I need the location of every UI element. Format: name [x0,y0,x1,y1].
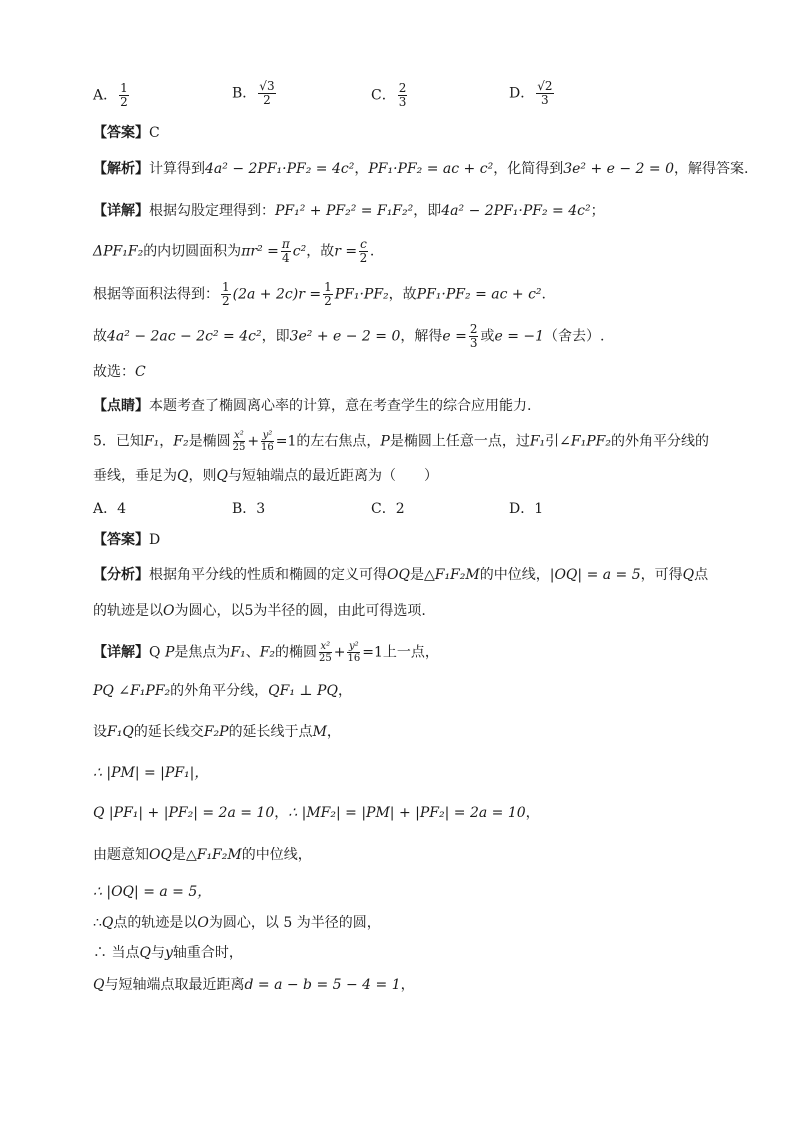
formula: OQ [387,567,410,583]
text: 为半径的圆，由此可得选项. [253,603,426,619]
den: 2 [222,294,230,308]
text: 是椭圆上任意一点，过 [389,433,530,450]
formula: F₁ [529,433,546,450]
answer-value: C [149,125,160,141]
formula: △F₁F₂M [185,847,242,863]
q5-option-d: D．1 [509,501,544,517]
text: 的内切圆面积为 [143,243,242,260]
fraction [359,238,368,265]
formula: Q [177,468,189,484]
option-b-label: B． [232,85,257,102]
text: ，解得答案. [674,161,749,177]
fraction [261,430,274,453]
formula: Q [93,977,105,993]
text: 引 [545,433,560,450]
formula: ∠F₁PF₂ [559,433,611,450]
den: 2 [324,294,332,308]
option-c-den: 3 [398,95,407,109]
text: 根据勾股定理得到： [149,203,275,219]
detail-tag: 【详解】 [93,644,149,661]
formula: P [164,644,175,661]
num: 2 [469,322,478,336]
text: + [333,644,346,661]
text: ， [354,161,369,177]
den: 2 [359,251,368,265]
text: ，则 [188,468,217,484]
text: 为圆心，以 5 为半径的圆， [208,915,381,931]
fraction [221,281,231,308]
formula: ∴ |PM| = |PF₁|， [93,765,209,781]
comment-tag: 【点睛】 [93,398,149,414]
formula: P [380,433,390,450]
formula: Q [682,567,695,583]
answer-value: D [149,532,161,548]
formula: Q [216,468,228,484]
option-b-num: √3 [259,79,275,93]
text: 计算得到 [149,161,205,177]
text: ，即 [261,328,290,345]
text: 故 [93,328,107,345]
text: Q [149,644,161,661]
text: 是 [409,567,424,583]
q5-analysis-line1 [93,565,708,585]
den: 3 [469,336,478,350]
option-d [509,80,556,107]
q4-choose [93,362,146,382]
q4-solve [93,323,605,350]
text: 与短轴端点取最近距离 [104,977,245,993]
q5-stem-line2 [93,466,438,486]
formula: O [197,915,209,931]
text: 或 [480,328,495,345]
q4-analysis [93,159,748,179]
answer-letter: C [135,364,146,380]
option-b [232,80,278,107]
q4-area [93,281,546,308]
option-d-fraction [536,80,553,107]
num: c [360,237,367,251]
analysis-tag: 【分析】 [93,567,149,583]
text: 5．已知 [93,433,144,450]
formula: F₂ [259,644,276,661]
text: 上一点， [382,644,439,661]
answer-tag: 【答案】 [93,125,149,141]
detail-tag: 【详解】 [93,203,149,219]
formula: |OQ| = a = 5 [549,567,641,583]
text: 与短轴端点的最近距离为（ ） [227,468,438,484]
q5-option-a: A．4 [93,501,127,517]
text: ，即 [413,203,442,219]
formula: y [164,945,173,961]
num: x² [234,430,244,441]
formula: F₂P [203,724,229,740]
text: ， [337,683,352,699]
text: ， [326,724,341,740]
q4-answer [93,123,160,143]
text: 的中位线， [241,847,312,863]
formula: Q [101,915,114,931]
q4-detail [93,201,605,221]
q5-detail-line6 [93,845,312,865]
q5-detail-line5 [93,803,540,823]
text: 与 [150,945,165,961]
text: ， [400,977,415,993]
formula: PF₁·PF₂ = ac + c² [416,286,542,303]
text: 设 [93,724,107,740]
text: ， [525,805,540,821]
num: 1 [324,280,332,294]
fraction [347,641,360,664]
formula: e = [442,328,467,345]
num: 1 [222,280,230,294]
option-c-fraction [398,82,408,109]
text: ，化简得到 [493,161,564,177]
text: （舍去）. [544,328,605,345]
answer-tag: 【答案】 [93,532,149,548]
q5-analysis-line2 [93,601,426,621]
option-c-num: 2 [398,81,407,95]
formula: F₁ [230,644,246,661]
text: 由题意知 [93,847,149,863]
formula: OQ [149,847,172,863]
formula: (2a + 2c)r = [232,286,322,303]
den: 25 [232,442,246,453]
text: 是焦点为 [174,644,231,661]
text: 5 [244,603,254,619]
fraction [233,430,246,453]
text: ，解得 [400,328,443,345]
text: =1 [362,644,383,661]
formula: F₁ [143,433,160,450]
text: ，可得 [640,567,683,583]
text: ； [590,203,605,219]
q5-stem-line1 [93,430,709,453]
formula: PF₁·PF₂ [334,286,389,303]
text: 的延长线交 [133,724,204,740]
formula: ∴ |MF₂| = |PM| + |PF₂| = 2a = 10 [288,805,526,821]
formula: △F₁F₂M [423,567,480,583]
formula: c² [292,243,307,260]
text: 的左右焦点， [296,433,381,450]
formula: r = [334,243,358,260]
option-c [371,82,409,109]
option-d-num: √2 [537,79,553,93]
q5-detail-line9 [93,943,243,963]
text: 根据等面积法得到： [93,286,219,303]
text: ，故 [388,286,417,303]
fraction [281,238,291,265]
formula: 4a² − 2PF₁·PF₂ = 4c² [441,203,591,219]
text: ， [159,433,174,450]
q5-detail-line7 [93,882,211,902]
text: ∴ [93,915,102,931]
formula: PF₁² + PF₂² = F₁F₂² [275,203,414,219]
num: y² [349,641,359,652]
option-d-label: D． [509,85,535,102]
den: 25 [319,653,332,664]
q5-detail-line4 [93,763,208,783]
den: 16 [347,653,361,664]
q4-comment [93,396,531,416]
formula: PF₁·PF₂ = ac + c² [368,161,494,177]
q5-answer [93,530,160,550]
analysis-tag: 【解析】 [93,161,149,177]
num: y² [262,430,273,441]
text: 垂线，垂足为 [93,468,177,484]
text: ，故 [306,243,335,260]
fraction [469,323,479,350]
formula: ΔPF₁F₂ [93,243,144,260]
text: =1 [275,433,297,450]
formula: Q |PF₁| + |PF₂| = 2a = 10 [93,805,275,821]
formula: PQ ∠F₁PF₂ [93,683,171,699]
text: 的外角平分线， [170,683,269,699]
option-a-den: 2 [120,95,128,109]
formula: e = −1 [494,328,545,345]
text: 的中位线， [479,567,550,583]
text: 的椭圆 [275,644,318,661]
fraction [323,281,333,308]
formula: 3e² + e − 2 = 0 [563,161,674,177]
text: ∴ 当点 [93,945,140,961]
option-a-label: A． [93,87,118,104]
text: 根据角平分线的性质和椭圆的定义可得 [149,567,387,583]
q5-detail-line8 [93,913,381,933]
option-a-fraction [119,82,129,109]
text: 是椭圆 [188,433,231,450]
text: 为圆心，以 [174,603,245,619]
den: 16 [261,442,274,453]
q5-detail-line1 [93,641,439,664]
formula: 3e² + e − 2 = 0 [289,328,401,345]
option-c-label: C． [371,87,396,104]
formula: πr² = [241,243,279,260]
text: 点的轨迹是以 [113,915,198,931]
option-b-fraction [258,80,275,107]
formula: d = a − b = 5 − 4 = 1 [244,977,401,993]
q5-option-c: C．2 [371,501,405,517]
formula: Q [139,945,151,961]
formula: O [163,603,175,619]
text: 是 [171,847,186,863]
text: . [541,286,546,303]
option-a [93,82,131,109]
text: 故选： [93,364,135,380]
formula: QF₁ ⊥ PQ [268,683,338,699]
q4-incircle [93,238,374,265]
formula: ∴ |OQ| = a = 5， [93,884,212,900]
formula: F₂ [173,433,189,450]
formula: M [312,724,327,740]
text: 轴重合时， [172,945,243,961]
q5-detail-line3 [93,722,341,742]
option-b-den: 2 [263,93,271,107]
den: 4 [282,251,290,265]
option-a-num: 1 [120,81,128,95]
text: + [247,433,260,450]
text: 的外角平分线的 [610,433,709,450]
formula: F₁Q [107,724,134,740]
num: π [281,237,290,251]
fraction [319,641,332,664]
text: . [369,243,375,260]
text: 本题考查了椭圆离心率的计算，意在考查学生的综合应用能力. [149,398,532,414]
text: 、 [245,644,260,661]
q5-detail-line2 [93,681,352,701]
formula: 4a² − 2ac − 2c² = 4c² [107,328,262,345]
text: 点 [694,567,709,583]
q5-detail-line10 [93,975,415,995]
text: 的延长线于点 [228,724,313,740]
num: x² [320,641,331,652]
text: 的轨迹是以 [93,603,163,619]
option-d-den: 3 [541,93,549,107]
formula: 4a² − 2PF₁·PF₂ = 4c² [205,161,355,177]
text: ， [274,805,289,821]
q5-option-b: B．3 [232,501,266,517]
